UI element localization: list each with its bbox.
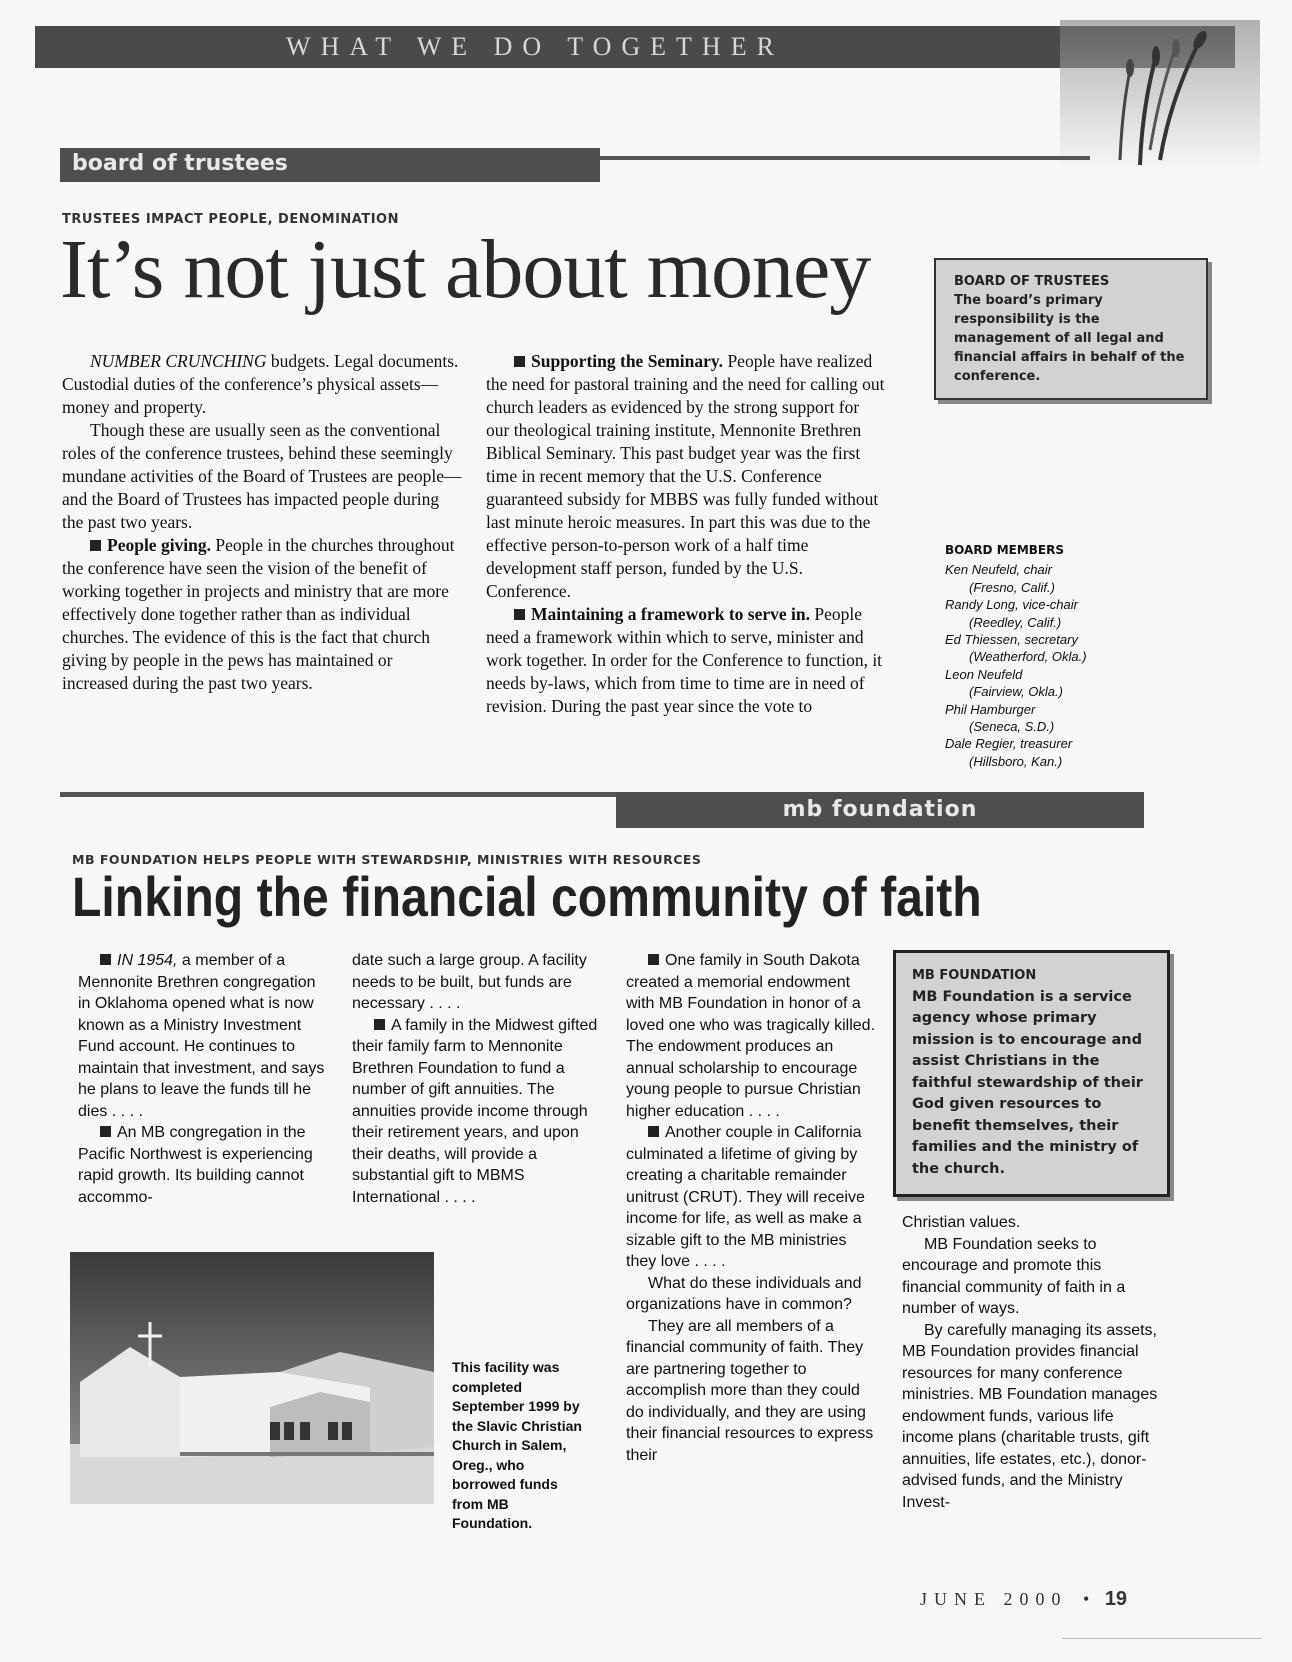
photo-caption: This facility was completed September 1999 by the Slavic Christian Church in Salem, Oreg., who borrowed funds from MB Foundation.: [452, 1359, 582, 1531]
member-name: Leon Neufeld: [945, 666, 1023, 682]
paragraph-text: By carefully managing its assets, MB Foundation provides financial resources for many conference ministries. MB Foundation manages endowment funds, various life income plans (charitable trusts, gift annuities, life estates, etc.), donor-advised funds, and the Ministry Invest-: [902, 1321, 1158, 1511]
member-location: (Weatherford, Okla.): [969, 649, 1087, 665]
bullet-square-icon: [648, 1126, 659, 1137]
paragraph-text: Christian values.: [902, 1214, 1021, 1231]
foundation-column-1: [78, 950, 330, 1208]
run-in-head: Maintaining a framework to serve in.: [531, 604, 810, 624]
bullet-square-icon: [648, 954, 659, 965]
trustees-headline: It’s not just about money: [60, 223, 871, 316]
bullet-square-icon: [90, 540, 101, 551]
paragraph-text: a member of a Mennonite Brethren congregation in Oklahoma opened what is now known as a Ministry Investment Fund account. He continues to maintain that investment, and says he plans to leave the funds till he dies . . . .: [78, 952, 325, 1120]
section-rule: [60, 792, 616, 797]
member-location: (Fairview, Okla.): [969, 684, 1063, 700]
page-footer: [920, 1588, 1127, 1611]
foundation-column-2: [352, 950, 604, 1208]
wheat-decoration-icon: [1060, 20, 1260, 170]
section-label-trustees: board of trustees: [60, 148, 600, 182]
paragraph-text: A family in the Midwest gifted their family farm to Mennonite Brethren Foundation to fund a number of gift annuities. The annuities provide income through their retirement years, and upon their deaths, will provide a substantial gift to MBMS International . . . .: [352, 1016, 598, 1206]
board-members-heading: BOARD MEMBERS: [945, 543, 1064, 557]
paragraph-text: One family in South Dakota created a memorial endowment with MB Foundation in honor of a loved one who was tragically killed. The endowment produces an annual scholarship to encourage young people to pursue Christian higher education . . . .: [626, 952, 876, 1120]
paragraph-text: What do these individuals and organizations have in common?: [626, 1274, 862, 1313]
foundation-headline: Linking the financial community of faith: [72, 865, 982, 928]
banner-title: WHAT WE DO TOGETHER: [286, 32, 784, 61]
trustees-kicker: TRUSTEES IMPACT PEOPLE, DENOMINATION: [62, 212, 399, 227]
member-location: (Seneca, S.D.): [969, 719, 1055, 735]
paragraph-text: MB Foundation seeks to encourage and promote this financial community of faith in a number of ways.: [902, 1235, 1126, 1317]
sidebar-body: The board’s primary responsibility is the management of all legal and financial affairs in behalf of the conference.: [954, 293, 1185, 384]
bullet-square-icon: [100, 1126, 111, 1137]
footer-rule: [1062, 1638, 1262, 1639]
paragraph-text: budgets. Legal documents. Custodial duties of the conference’s physical assets—money and property.: [62, 351, 459, 417]
trustees-column-1: [62, 350, 462, 695]
paragraph-text: date such a large group. A facility needs to be built, but funds are necessary . . . .: [352, 952, 587, 1012]
trustees-sidebar-box: [934, 258, 1208, 400]
foundation-sidebar-box: [893, 950, 1170, 1197]
paragraph-text: Though these are usually seen as the conventional roles of the conference trustees, behind these seemingly mundane activities of the Board of Trustees are people—and the Board of Trustees has impacted people during the past two years.: [62, 420, 462, 532]
page-number: 19: [1104, 1588, 1128, 1610]
paragraph-text: People have realized the need for pastoral training and the need for calling out church leaders as evidenced by the strong support for our theological training institute, Mennonite Brethren Biblical Seminary. This past budget year was the first time in recent memory that the U.S. Conference guaranteed subsidy for MBBS was fully funded without last minute heroic measures. In part this was due to the effective person-to-person work of a half time development staff person, funded by the U.S. Conference.: [486, 351, 885, 601]
run-in-head: People giving.: [107, 535, 212, 555]
member-location: (Reedley, Calif.): [969, 614, 1062, 630]
bullet-square-icon: [374, 1019, 385, 1030]
header-banner: [35, 26, 1235, 68]
trustees-column-2: [486, 350, 886, 718]
sidebar-body: MB Foundation is a service agency whose primary mission is to encourage and assist Christians in the faithful stewardship of their God given resources to benefit themselves, their families and the ministry of the church.: [912, 988, 1143, 1177]
run-in-head: Supporting the Seminary.: [531, 351, 724, 371]
paragraph-text: They are all members of a financial community of faith. They are partnering together to accomplish more than they could do individually, and they are using their financial resources to express their: [626, 1317, 874, 1464]
foundation-column-3: [626, 950, 878, 1466]
member-name: Randy Long, vice-chair: [945, 597, 1078, 613]
member-location: (Fresno, Calif.): [969, 579, 1055, 595]
paragraph-text: Another couple in California culminated a lifetime of giving by creating a charitable remainder unitrust (CRUT). They will receive income for life, as well as make a sizable gift to the MB ministries they love . . . .: [626, 1124, 865, 1270]
bullet-square-icon: [100, 954, 111, 965]
section-rule: [600, 156, 1090, 160]
foundation-kicker: MB FOUNDATION HELPS PEOPLE WITH STEWARDSHIP, MINISTRIES WITH RESOURCES: [72, 852, 702, 867]
paragraph-text: An MB congregation in the Pacific Northwest is experiencing rapid growth. Its building cannot accommo-: [78, 1124, 313, 1206]
church-photo: [70, 1252, 434, 1504]
member-name: Ken Neufeld, chair: [945, 562, 1052, 578]
section-label-foundation: mb foundation: [616, 792, 1144, 828]
separator-bullet: •: [1083, 1589, 1090, 1609]
bullet-square-icon: [514, 609, 525, 620]
sidebar-title: BOARD OF TRUSTEES: [954, 274, 1110, 289]
issue-date: JUNE 2000: [920, 1589, 1068, 1609]
bullet-square-icon: [514, 356, 525, 367]
sidebar-title: MB FOUNDATION: [912, 968, 1037, 983]
member-location: (Hillsboro, Kan.): [969, 753, 1063, 769]
member-name: Ed Thiessen, secretary: [945, 632, 1078, 648]
board-members-list: [945, 542, 1205, 770]
paragraph-text: People in the churches throughout the conference have seen the vision of the benefit of working together in projects and ministry that are more effectively done together rather than as individual churches. The evidence of this is the fact that church giving by people in the pews has maintained or increased during the past two years.: [62, 535, 455, 693]
lead-italic: NUMBER CRUNCHING: [90, 351, 267, 371]
member-name: Phil Hamburger: [945, 701, 1036, 717]
foundation-column-4: [902, 1212, 1162, 1513]
paragraph-text: People need a framework within which to serve, minister and work together. In order for the Conference to function, it needs by-laws, which from time to time are in need of revision. During the past year since the vote to: [486, 604, 883, 716]
member-name: Dale Regier, treasurer: [945, 736, 1073, 752]
lead-italic: IN 1954,: [117, 952, 178, 969]
